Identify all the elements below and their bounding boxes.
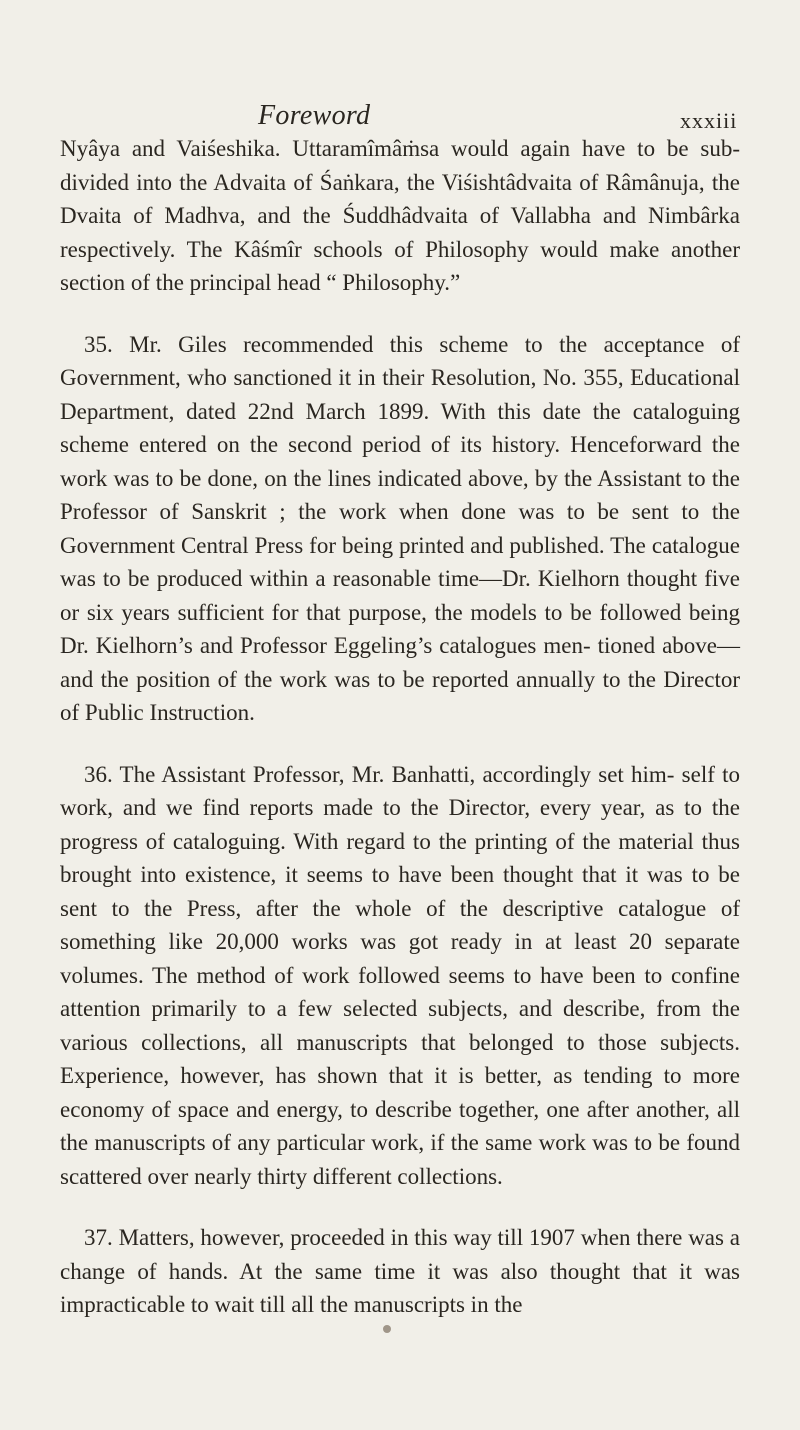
ink-speck — [383, 1325, 391, 1333]
running-title: Foreword — [258, 100, 371, 131]
paragraph-continued: Nyâya and Vaiśeshika. Uttaramîmâṁsa would again have to be sub-divided into the Advaita of Śaṅkara, the Viśishtâdvaita of Râmânuja, the Dvaita of Madhva, and the Śuddhâdvaita of Vallabha and Nimbârka respectively. The Kâśmîr schools of Philosophy would make another section of the principal head “ Philosophy.” — [60, 136, 740, 295]
paragraph-36: 36. The Assistant Professor, Mr. Banhatti, accordingly set him- self to work, and we find reports made to the Director, every year, as to the progress of cataloguing. With regard to the printing of the material thus brought into existence, it seems to have been thought that it was to be sent to the Press, after the whole of the descriptive catalogue of something like 20,000 works was got ready in at least 20 separate volumes. The method of work followed seems to have been to confine attention primarily to a few selected subjects, and describe, from the various collections, all manuscripts that belonged to those subjects. Experience, however, has shown that it is better, as tending to more economy of space and energy, to describe together, one after another, all the manuscripts of any particular work, if the same work was to be found scattered over nearly thirty different collections. — [60, 761, 740, 1189]
paragraph-35: 35. Mr. Giles recommended this scheme to the acceptance of Government, who sanctioned it in their Resolution, No. 355, Educational Department, dated 22nd March 1899. With this date the cataloguing scheme entered on the second period of its history. Henceforward the work was to be done, on the lines indicated above, by the Assistant to the Professor of Sanskrit ; the work when done was to be sent to the Government Central Press for being printed and published. The catalogue was to be produced within a reasonable time—Dr. Kielhorn thought five or six years sufficient for that purpose, the models to be followed being Dr. Kielhorn’s and Professor Eggeling’s catalogues men- tioned above—and the position of the work was to be reported annually to the Director of Public Instruction. — [60, 331, 740, 725]
body-text — [60, 132, 740, 1322]
page-number: xxxiii — [680, 108, 738, 133]
paragraph-37: 37. Matters, however, proceeded in this way till 1907 when there was a change of hands. At the same time it was also thought that it was impracticable to wait till all the manuscripts in the — [60, 1225, 740, 1317]
